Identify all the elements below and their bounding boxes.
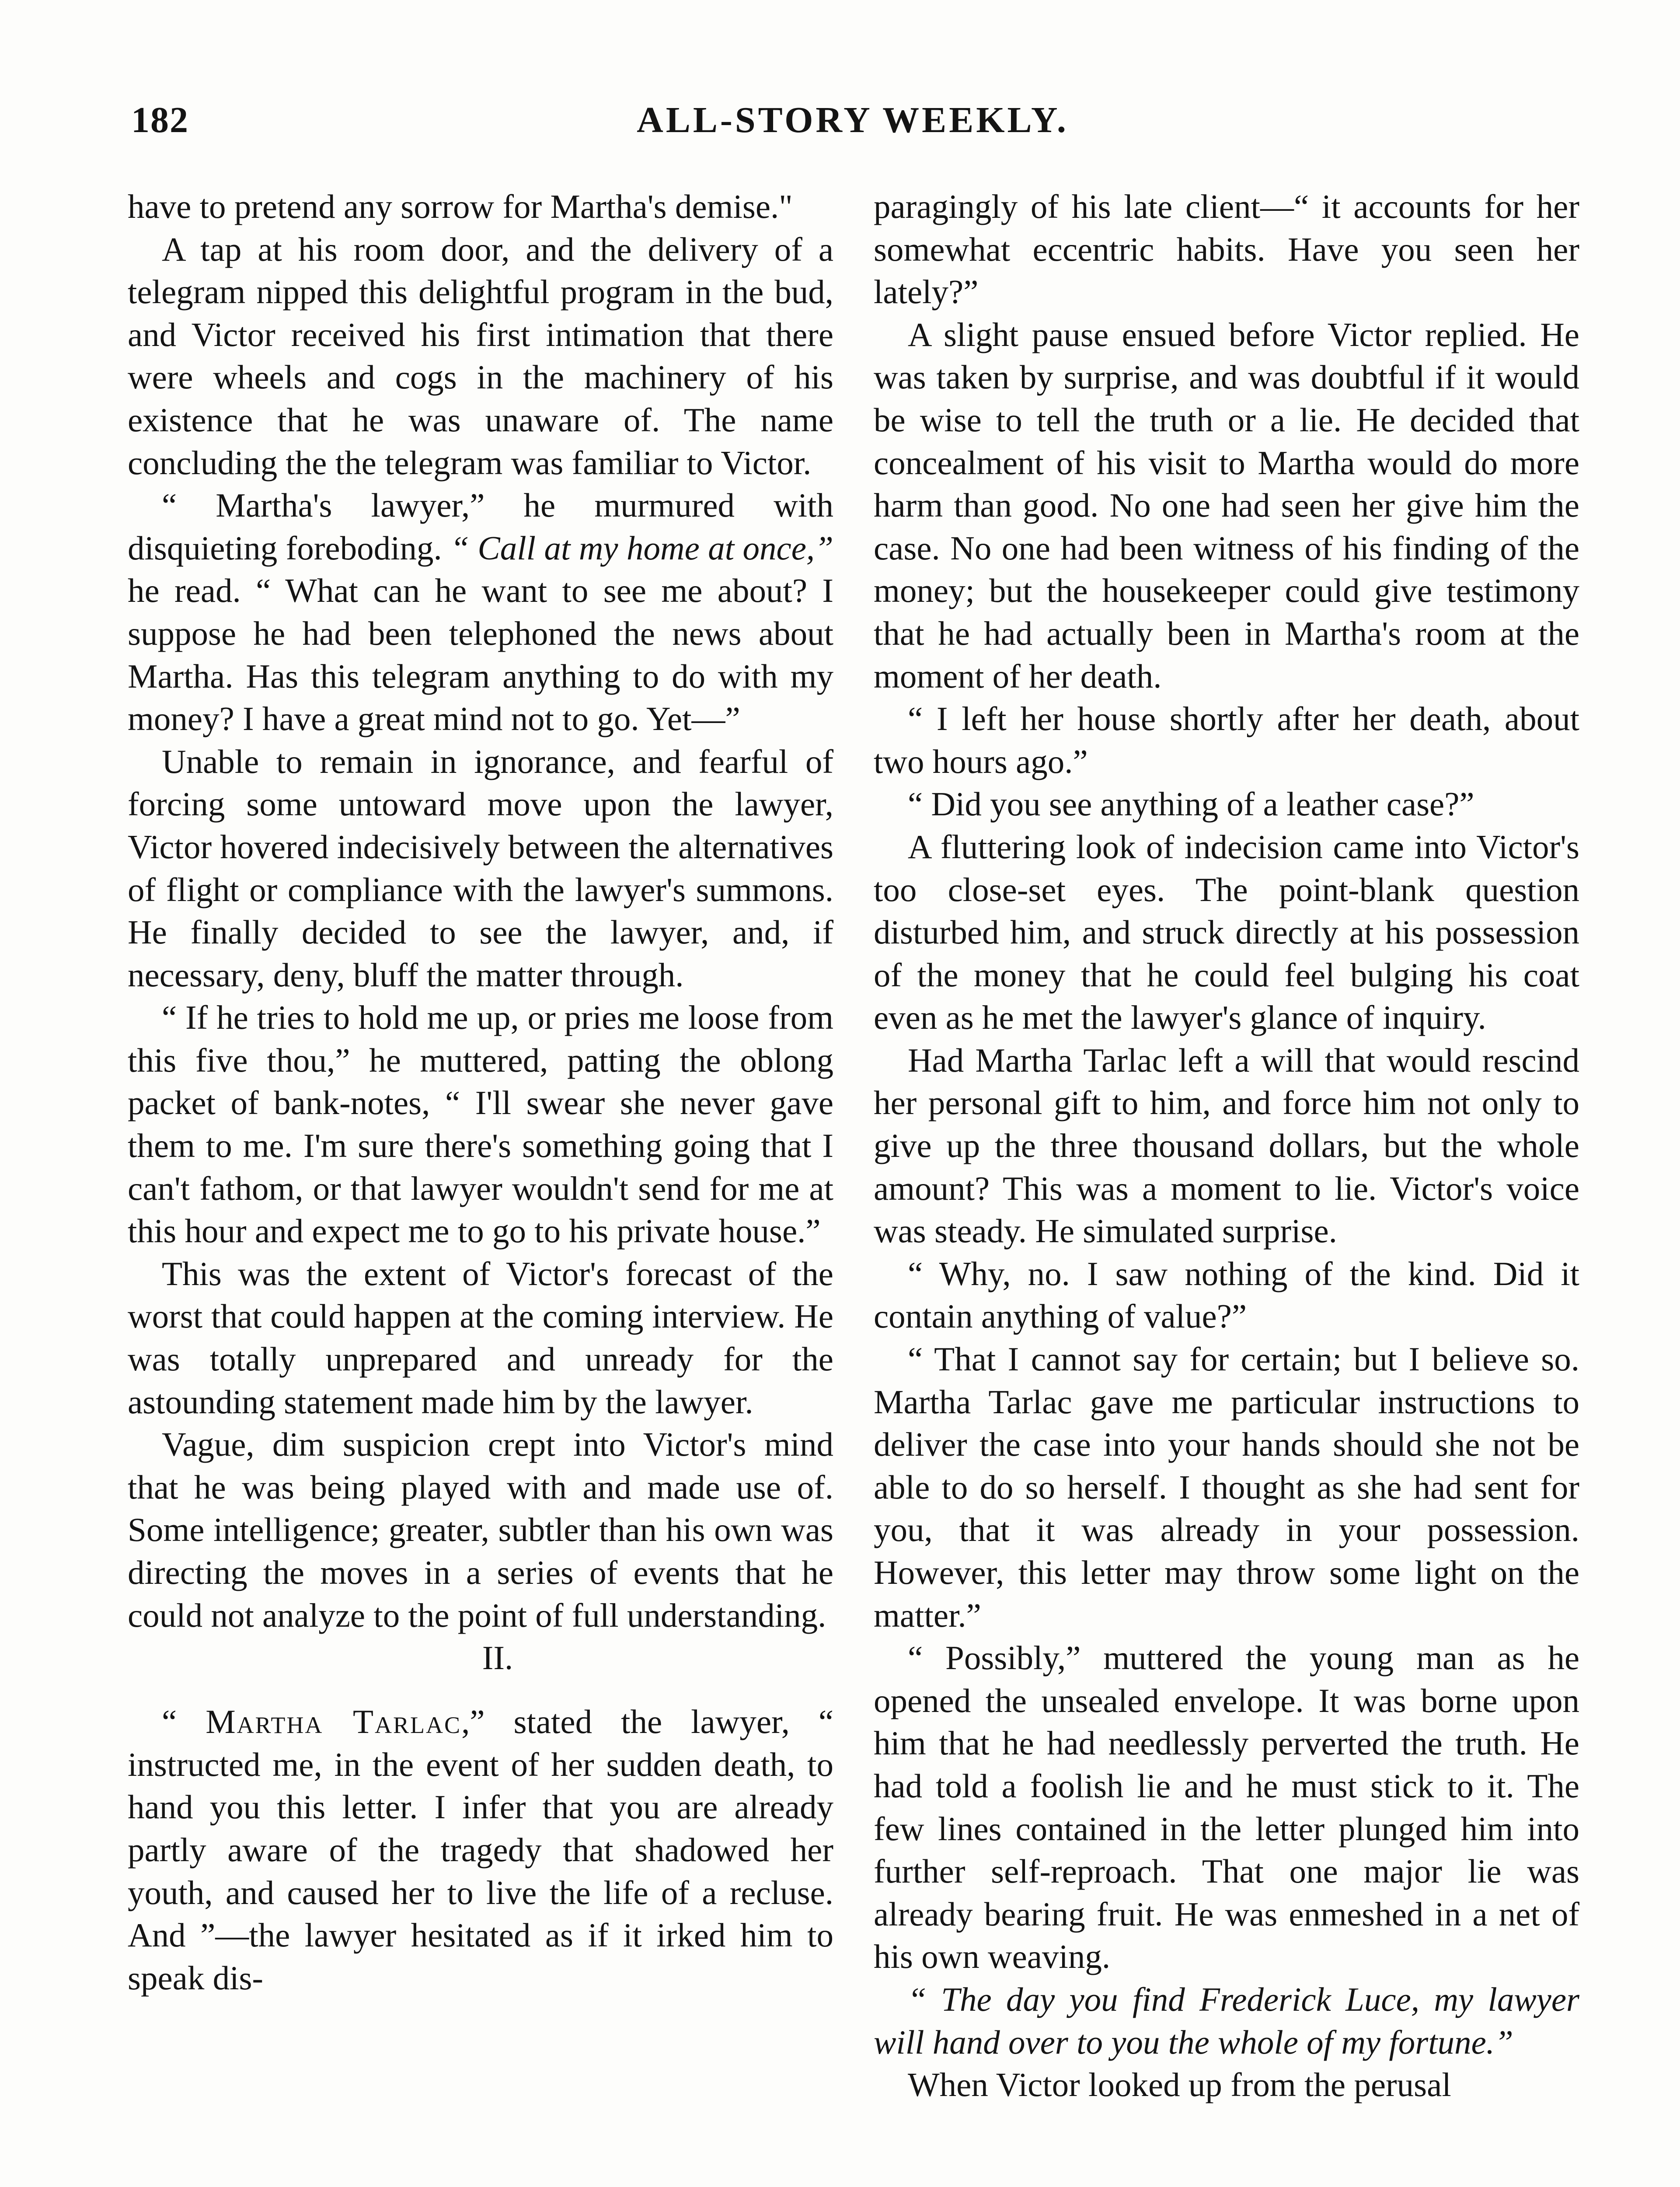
paragraph: A tap at his room door, and the delivery of a telegram nipped this delightful program in the bud, and Victor received his first intimation that there were wheels and cogs in the machinery of his existence that he was unaware of. The name concluding the the telegram was familiar to Victor. [128,230,833,482]
paragraph: A fluttering look of indecision came into Victor's too close-set eyes. The point-blank question disturbed him, and struck directly at his possession of the money that he could feel bulging his coat even as he met the lawyer's glance of inquiry. [874,828,1579,1037]
paragraph: When Victor looked up from the perusal [908,2066,1451,2104]
paragraph: Had Martha Tarlac left a will that would rescind her personal gift to him, and force him not only to give up the three thousand dollars, but the whole amount? This was a moment to lie. Victor's voice was steady. He simulated surprise. [874,1041,1579,1250]
paragraph-text: he read. “ What can he want to see me about? I suppose he had been telephoned the news about Martha. Has this telegram anything to do with my money? I have a great mind not to go. Yet—” [128,572,833,738]
paragraph: “ I left her house shortly after her death, about two hours ago.” [874,700,1579,780]
name-small-caps: Martha Tarlac [206,1703,462,1741]
paragraph: “ That I cannot say for certain; but I believe so. Martha Tarlac gave me particular instructions to deliver the case into your hands should she not be able to do so herself. I thought as she had sent for you, that it was already in your possession. However, this letter may throw some light on the matter.” [874,1340,1579,1634]
right-column [874,185,1579,2107]
paragraph: A slight pause ensued before Victor replied. He was taken by surprise, and was doubtful if it would be wise to tell the truth or a lie. He decided that concealment of his visit to Martha would do more harm than good. No one had seen her give him the case. No one had been witness of his finding of the money; but the housekeeper could give testimony that he had actually been in Martha's room at the moment of her death. [874,315,1579,695]
paragraph: Unable to remain in ignorance, and fearful of forcing some untoward move upon the lawyer, Victor hovered indecisively between the alternatives of flight or compliance with the lawyer's summons. He finally decided to see the lawyer, and, if necessary, deny, bluff the matter through. [128,742,833,994]
running-head: ALL-STORY WEEKLY. [637,100,1069,140]
paragraph [128,1701,833,1999]
paragraph: This was the extent of Victor's forecast of the worst that could happen at the coming interview. He was totally unprepared and unready for the astounding statement made him by the lawyer. [128,1254,833,1421]
paragraph-text: “ Martha's lawyer,” he murmured with disquieting foreboding. [128,486,833,567]
page-number: 182 [131,100,189,140]
left-column [128,185,833,1999]
telegram-text: “ Call at my home at once,” [450,529,833,567]
page-header [131,99,1574,147]
paragraph [128,484,833,741]
paragraph: “ If he tries to hold me up, or pries me loose from this five thou,” he muttered, patting the oblong packet of bank-notes, “ I'll swear she never gave them to me. I'm sure there's something going that I can't fathom, or that lawyer wouldn't send for me at this hour and expect me to go to his private house.” [128,999,833,1250]
letter-quote: “ The day you find Frederick Luce, my lawyer will hand over to you the whole of my fortune.” [874,1980,1579,2061]
paragraph-text: “ [162,1703,206,1741]
section-heading: II. [482,1639,513,1677]
paragraph: Vague, dim suspicion crept into Victor's mind that he was being played with and made use of. Some intelligence; greater, subtler than his own was directing the moves in a series of events that he could not analyze to the point of full understanding. [128,1425,833,1634]
paragraph: have to pretend any sorrow for Martha's demise." [128,188,793,225]
paragraph: “ Possibly,” muttered the young man as he opened the unsealed envelope. It was borne upon him that he had needlessly perverted the truth. He had told a foolish lie and he must stick to it. The few lines contained in the letter plunged him into further self-reproach. That one major lie was already bearing fruit. He was enmeshed in a net of his own weaving. [874,1639,1579,1976]
paragraph: “ Why, no. I saw nothing of the kind. Did it contain anything of value?” [874,1254,1579,1335]
paragraph-text: ,” stated the lawyer, “ instructed me, in the event of her sudden death, to hand you this letter. I infer that you are already partly aware of the tragedy that shadowed her youth, and caused her to live the life of a recluse. And ”—the lawyer hesitated as if it irked him to speak dis- [128,1703,833,1997]
paragraph: paragingly of his late client—“ it accounts for her somewhat eccentric habits. Have you seen her lately?” [874,188,1579,311]
paragraph: “ Did you see anything of a leather case?” [908,785,1474,823]
